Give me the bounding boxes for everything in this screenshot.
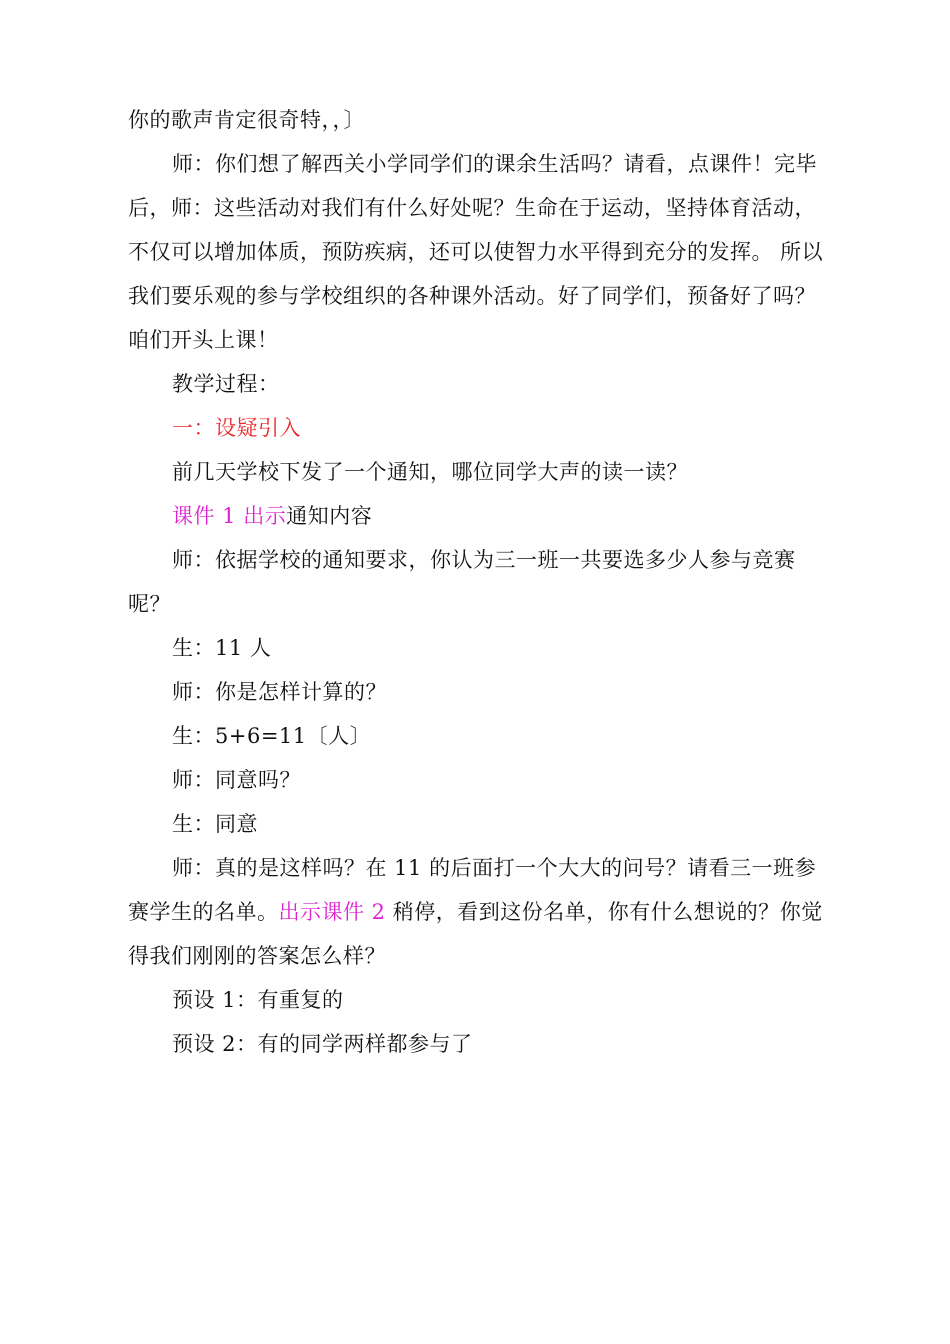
paragraph-student-agree: 生：同意 — [172, 812, 258, 836]
paragraph-courseware-1 — [128, 494, 828, 538]
paragraph-preset-1: 预设 1：有重复的 — [172, 988, 344, 1012]
document-body — [128, 98, 828, 1066]
heading-teaching-process: 教学过程： — [172, 372, 280, 396]
paragraph-teacher-really — [128, 846, 828, 978]
paragraph-student-answer: 生：11 人 — [172, 636, 272, 660]
paragraph-teacher-agree: 师：同意吗？ — [172, 768, 301, 792]
section-heading-questioning: 一：设疑引入 — [172, 416, 301, 440]
courseware-2-label: 出示课件 2 — [278, 900, 386, 924]
teacher-really-text-b: 稍停，看到这份名单，你有什么想说的？你觉得我们刚刚的答案怎么样？ — [128, 900, 823, 968]
courseware-1-label: 课件 1 出示 — [172, 504, 287, 528]
paragraph-preset-2: 预设 2：有的同学两样都参与了 — [172, 1032, 473, 1056]
paragraph-teacher-how: 师：你是怎样计算的？ — [172, 680, 387, 704]
teacher-really-text-a: 师：真的是这样吗？在 11 的后面打一个大大的问号？请看三一班参赛学生的名单。 — [128, 856, 817, 924]
paragraph-teacher-question: 师：依据学校的通知要求，你认为三一班一共要选多少人参与竞赛呢？ — [128, 548, 796, 616]
paragraph-student-calc: 生：5+6=11〔人〕 — [172, 724, 372, 748]
paragraph-notice: 前几天学校下发了一个通知，哪位同学大声的读一读？ — [172, 460, 688, 484]
paragraph-song-remark: 你的歌声肯定很奇特，，〕 — [128, 108, 365, 132]
courseware-1-text: 通知内容 — [286, 504, 373, 528]
paragraph-teacher-intro: 师：你们想了解西关小学同学们的课余生活吗？请看，点课件！完毕后，师：这些活动对我们有什么好处呢？生命在于运动，坚持体育活动，不仅可以增加体质，预防疾病，还可以使智力水平得到充分的发挥。 所以我们要乐观的参与学校组织的各种课外活动。好了同学们，预备好了吗？咱们开头上课！ — [128, 152, 824, 352]
